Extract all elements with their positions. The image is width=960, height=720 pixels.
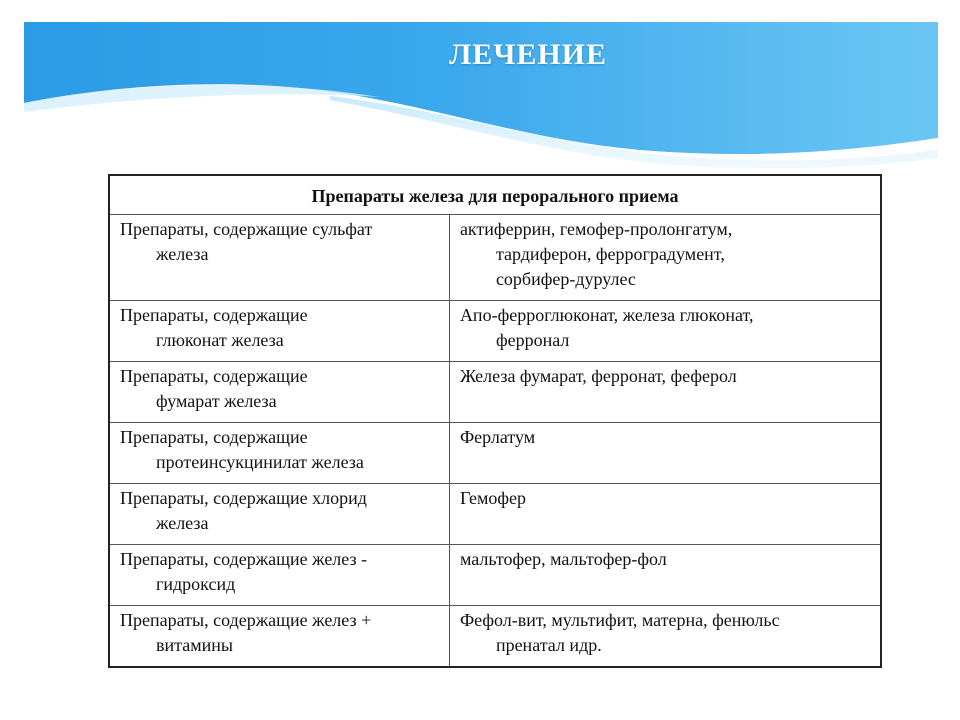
drugs-text: сорбифер-дурулес (495, 269, 636, 289)
drugs-text: Гемофер (459, 488, 527, 508)
group-cell (109, 484, 449, 545)
drugs-cell (449, 484, 881, 545)
group-cell (109, 362, 449, 423)
table-header: Препараты железа для перорального приема (109, 175, 881, 215)
drugs-text: пренатал идр. (495, 635, 602, 655)
table-row (109, 606, 881, 668)
drugs-cell (449, 545, 881, 606)
table-row (109, 301, 881, 362)
group-text: фумарат железа (156, 391, 277, 411)
drugs-cell (449, 606, 881, 668)
group-text: гидроксид (156, 574, 236, 594)
slide-title: ЛЕЧЕНИЕ (448, 38, 608, 71)
group-text: железа (156, 244, 209, 264)
table-row (109, 545, 881, 606)
drugs-text: мальтофер, мальтофер-фол (459, 549, 667, 569)
drugs-text: Железа фумарат, ферронат, феферол (459, 366, 737, 386)
group-text: Препараты, содержащие (120, 427, 308, 447)
group-text: Препараты, содержащие (120, 305, 308, 325)
group-text: Препараты, содержащие сульфат (120, 219, 373, 239)
drugs-text: Фефол-вит, мультифит, матерна, фенюльс (459, 610, 780, 630)
group-text: Препараты, содержащие хлорид (120, 488, 367, 508)
drugs-cell (449, 423, 881, 484)
drugs-text: актиферрин, гемофер-пролонгатум, (459, 219, 733, 239)
group-text: Препараты, содержащие желез + (120, 610, 372, 630)
group-text: Препараты, содержащие желез - (120, 549, 368, 569)
drugs-text: ферронал (495, 330, 570, 350)
group-text: глюконат железа (156, 330, 284, 350)
table-row (109, 423, 881, 484)
drugs-text: тардиферон, ферроградумент, (495, 244, 725, 264)
group-text: железа (156, 513, 209, 533)
group-cell (109, 215, 449, 301)
drugs-cell (449, 362, 881, 423)
group-text: протеинсукцинилат железа (156, 452, 364, 472)
group-text: витамины (156, 635, 233, 655)
group-cell (109, 423, 449, 484)
table-row (109, 362, 881, 423)
drugs-cell (449, 301, 881, 362)
group-cell (109, 301, 449, 362)
drugs-cell (449, 215, 881, 301)
table-row (109, 484, 881, 545)
group-text: Препараты, содержащие (120, 366, 308, 386)
iron-preparations-table (108, 174, 882, 668)
group-cell (109, 606, 449, 668)
drugs-text: Апо-ферроглюконат, железа глюконат, (459, 305, 754, 325)
header-banner (0, 0, 960, 175)
drugs-text: Ферлатум (459, 427, 536, 447)
table-row (109, 215, 881, 301)
group-cell (109, 545, 449, 606)
wave-banner-graphic (0, 0, 960, 175)
